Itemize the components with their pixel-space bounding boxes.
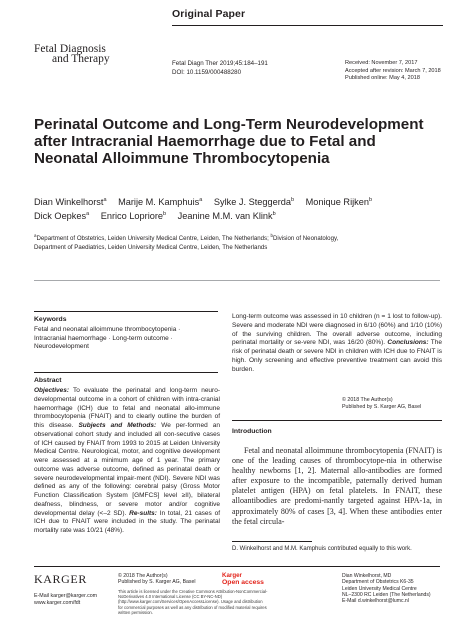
publisher-logo: KARGER (34, 572, 87, 586)
journal-logo-line1: Fetal Diagnosis (34, 43, 106, 55)
author-affiliation-mark: b (272, 210, 276, 217)
conclusions-label: Conclusions: (387, 339, 429, 347)
corr-institution: Leiden University Medical Centre (342, 585, 417, 592)
header-divider (172, 25, 443, 26)
contribution-note: D. Winkelhorst and M.M. Kamphuis contributed equally to this work. (232, 546, 412, 552)
abstract-body (34, 387, 220, 536)
keywords-heading: Keywords (34, 316, 67, 323)
published-date: Published online: May 4, 2018 (345, 75, 420, 82)
introduction-heading: Introduction (232, 428, 272, 435)
affiliation-b: Division of Neonatology, (272, 235, 339, 243)
abstract-divider (34, 372, 218, 373)
abstract-heading: Abstract (34, 377, 62, 384)
accepted-date: Accepted after revision: March 7, 2018 (345, 67, 441, 74)
author-affiliation-mark: a (103, 196, 107, 203)
keyword-line: Neurodevelopment (34, 343, 89, 351)
corr-name: Dian Winkelhorst, MD (342, 573, 392, 579)
affiliation-mark: a (34, 233, 37, 238)
methods-text: We per-formed an observational cohort study and included all con-secutive cases of ICH caused by FNAIT from 1993 to 2015 at Leiden University Medical Centre. Neurological, motor, and cognitive development were assessed at a minimum age of 1 year. The primary outcome was adverse outcome, defined as perinatal death or severe neurodevelopmental impair-ment (NDI). Severe NDI was defined as any of the following: cerebral palsy (Gross Motor Function Classification System [GMFCS] level ≥II), bilateral deafness, blindness, or severe motor and/or cognitive developmental delay (<–2 SD). (34, 422, 220, 517)
copyright-line: © 2018 The Author(s) (118, 573, 168, 579)
keywords-list (34, 326, 220, 352)
publisher-email[interactable]: E-Mail karger@karger.com (34, 593, 98, 599)
abstract-copyright (342, 397, 421, 411)
author-name: Enrico Lopriore (100, 211, 164, 221)
author-name: Sylke J. Steggerda (213, 197, 292, 207)
abstract-continuation (232, 313, 442, 374)
affiliation-a: Department of Obstetrics, Leiden University Medical Centre, Leiden, The Netherlands; (36, 235, 269, 243)
journal-logo (34, 44, 110, 64)
open-access-label: Open access (222, 579, 264, 586)
author-name: Dick Oepkes (34, 211, 87, 221)
publisher-web[interactable]: www.karger.com/fdt (34, 599, 81, 606)
author-affiliation-mark: b (368, 196, 373, 203)
author-name: Monique Rijken (305, 197, 369, 207)
article-title: Perinatal Outcome and Long-Term Neurodevelopment after Intracranial Haemorrhage due to Fetal and Neonatal Alloimmune Thrombocytopenia (34, 116, 424, 167)
abstract-cont-text: Long-term outcome was assessed in 10 children (n = 1 lost to follow-up). Severe and moderate NDI were diagnosed in 6/10 (60%) and 1/10 (10%) of the surviving children. The overall adverse outcome, including perinatal mortality or se-vere NDI, was 16/20 (80%). (232, 313, 442, 347)
section-divider (34, 280, 440, 281)
results-text: In total, 21 cases of ICH due to FNAIT were included in the study. The perinatal mortality rate was 10/21 (48%). (34, 509, 220, 534)
journal-logo-line2: and Therapy (52, 53, 110, 65)
affiliation-mark: b (270, 233, 273, 238)
citation-doi: DOI: 10.1159/000488280 (172, 68, 242, 76)
author-affiliation-mark: a (86, 210, 90, 217)
keywords-divider (34, 311, 218, 312)
publisher-contact (34, 593, 97, 606)
license-text: This article is licensed under the Creative Commons Attribution-NonCommercial-NoDerivatives 4.0 International License (CC BY-NC-ND) (http://www.karger.com/Services/OpenAccessLicense). Usage and distribution for commercial purposes as well as any distribution of modified material requires written permission. (118, 589, 268, 615)
keyword-line: Fetal and neonatal alloimmune thrombocytopenia · (34, 326, 181, 333)
publisher-line: Published by S. Karger AG, Basel (118, 579, 196, 586)
citation-journal: Fetal Diagn Ther 2019;45:184–191 (172, 60, 268, 67)
author-name: Marije M. Kamphuis (118, 197, 200, 207)
citation (172, 60, 268, 77)
conclusions-text: The risk of perinatal death or severe NDI in children with ICH due to FNAIT is high. Only screening and effective preventive treatment can avoid this burden. (232, 339, 442, 373)
keyword-line: Intracranial haemorrhage · Long-term outcome · (34, 334, 173, 342)
introduction-body: Fetal and neonatal alloimmune thrombocytopenia (FNAIT) is one of the leading causes of thrombocytope-nia in otherwise healthy newborns [1, 2]. Maternal allo-antibodies are formed after exposure to the incompatible, paternally derived human platelet antigen (HPA) on fetal platelets. In FNAIT, these alloantibodies are predomi-nantly targeted against HPA-1a, in approximately 80% of cases [3, 4]. When these antibodies enter the fetal circula- (232, 446, 442, 526)
correspondence (342, 573, 431, 604)
author-name: Dian Winkelhorst (34, 197, 104, 207)
affiliation-b-cont: Department of Paediatrics, Leiden University Medical Centre, Leiden, The Netherlands (34, 243, 268, 251)
footer-divider (34, 566, 440, 567)
methods-label: Subjects and Methods: (78, 422, 157, 429)
author-name: Jeanine M.M. van Klink (177, 211, 273, 221)
author-affiliation-mark: a (199, 196, 203, 203)
publisher-line: Published by S. Karger AG, Basel (342, 404, 422, 411)
publication-dates (345, 60, 441, 83)
corr-email[interactable]: E-Mail d.winkelhorst@lumc.nl (342, 598, 409, 605)
author-list (34, 195, 454, 223)
footer-copyright (118, 573, 196, 586)
corr-address: NL–2300 RC Leiden (The Netherlands) (342, 591, 431, 598)
introduction-divider (232, 420, 442, 421)
corr-dept: Department of Obstetrics K6-35 (342, 579, 414, 586)
author-affiliation-mark: b (291, 196, 295, 203)
section-label: Original Paper (172, 8, 246, 20)
affiliations (34, 232, 454, 253)
results-label: Re-sults: (129, 509, 157, 517)
open-access-logo: Karger (222, 572, 242, 579)
received-date: Received: November 7, 2017 (345, 60, 418, 66)
copyright-line: © 2018 The Author(s) (342, 397, 393, 403)
author-affiliation-mark: b (163, 210, 167, 217)
objectives-label: Objectives: (34, 387, 70, 394)
footnote-divider (232, 541, 312, 542)
objectives-text: To evaluate the perinatal and long-term neuro-developmental outcome in a cohort of children with intra-cranial haemorrhage (ICH) due to fetal and neonatal allo-immune thrombocytopenia (FNAIT) and to clearly outline the burden of this disease. (34, 387, 220, 429)
